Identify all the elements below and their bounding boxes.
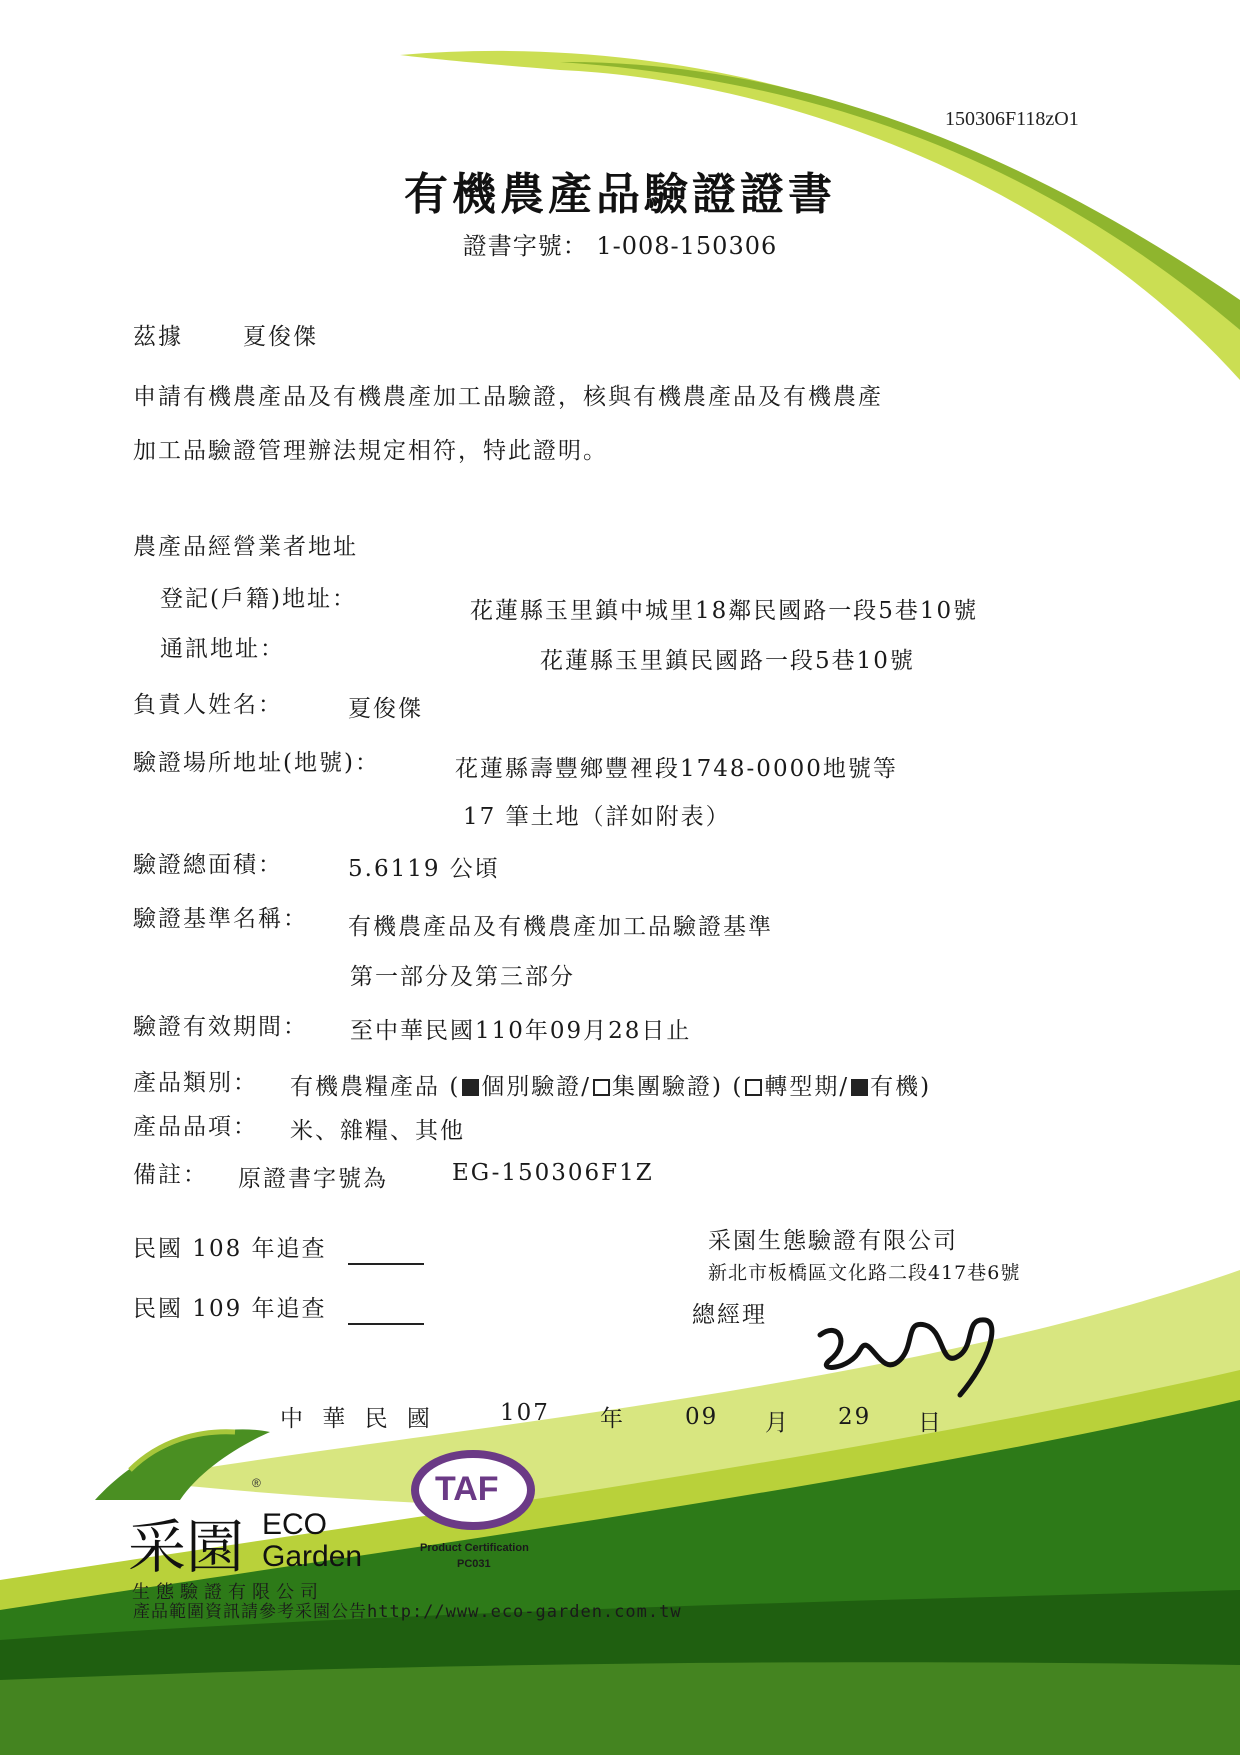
validity-value: 至中華民國110年09月28日止 bbox=[350, 1018, 692, 1044]
followup-108: 民國 108 年追查 bbox=[133, 1236, 327, 1262]
applicant-name: 夏俊傑 bbox=[243, 324, 318, 350]
person-label: 負責人姓名： bbox=[133, 692, 283, 718]
transition-label: 轉型期/ bbox=[764, 1074, 850, 1100]
standard-value-1: 有機農產品及有機農產加工品驗證基準 bbox=[348, 914, 773, 940]
site-value-2: 17 筆土地（詳如附表） bbox=[463, 804, 731, 830]
group-label: 集團驗證) bbox=[612, 1074, 724, 1100]
note-label: 備註： bbox=[133, 1162, 208, 1188]
category-value: 有機農糧產品 bbox=[290, 1074, 440, 1100]
area-value: 5.6119 公頃 bbox=[348, 856, 500, 882]
transition-checkbox bbox=[745, 1079, 762, 1096]
gm-label: 總經理 bbox=[692, 1302, 767, 1328]
individual-label: 個別驗證/ bbox=[481, 1074, 592, 1100]
followup-109-blank bbox=[348, 1323, 424, 1325]
date-prefix: 中 華 民 國 bbox=[280, 1406, 436, 1432]
followup-109: 民國 109 年追查 bbox=[133, 1296, 327, 1322]
taf-line-2: PC031 bbox=[457, 1558, 491, 1570]
individual-checkbox bbox=[462, 1079, 479, 1096]
serial-number: 150306F118zO1 bbox=[945, 108, 1079, 130]
group-checkbox bbox=[593, 1079, 610, 1096]
area-label: 驗證總面積： bbox=[133, 852, 283, 878]
date-month: 09 bbox=[685, 1404, 719, 1430]
operator-address-heading: 農產品經營業者地址 bbox=[133, 534, 358, 560]
person-value: 夏俊傑 bbox=[348, 696, 423, 722]
logo-cn-text: 采園 bbox=[128, 1513, 245, 1581]
category-label: 產品類別： bbox=[133, 1070, 258, 1096]
items-value: 米、雜糧、其他 bbox=[290, 1118, 465, 1144]
category-row bbox=[290, 1068, 931, 1101]
logo-eco-text: ECO bbox=[262, 1508, 328, 1541]
date-year: 107 bbox=[500, 1400, 550, 1426]
reg-address-label: 登記(戶籍)地址： bbox=[160, 586, 357, 612]
reg-address-value: 花蓮縣玉里鎮中城里18鄰民國路一段5巷10號 bbox=[470, 598, 979, 624]
date-day: 29 bbox=[838, 1404, 872, 1430]
organic-label: 有機) bbox=[870, 1074, 932, 1100]
note-code: EG-150306F1Z bbox=[452, 1160, 654, 1186]
open-paren-2: ( bbox=[732, 1074, 744, 1100]
certificate-title: 有機農產品驗證證書 bbox=[404, 169, 836, 220]
logo-registered-mark: ® bbox=[252, 1476, 261, 1490]
date-year-unit: 年 bbox=[600, 1406, 625, 1432]
validity-label: 驗證有效期間： bbox=[133, 1014, 308, 1040]
logo-garden-text: Garden bbox=[262, 1540, 363, 1573]
standard-value-2: 第一部分及第三部分 bbox=[350, 964, 575, 990]
mail-address-label: 通訊地址： bbox=[160, 636, 285, 662]
logo-subtitle: 生態驗證有限公司 bbox=[132, 1582, 324, 1603]
organic-checkbox bbox=[851, 1079, 868, 1096]
site-value-1: 花蓮縣壽豐鄉豐裡段1748-0000地號等 bbox=[455, 756, 898, 782]
intro-label: 茲據 bbox=[133, 324, 183, 350]
footer-url: 產品範圍資訊請參考采園公告http://www.eco-garden.com.tw bbox=[133, 1602, 682, 1622]
date-month-unit: 月 bbox=[765, 1410, 790, 1436]
issuer-address: 新北市板橋區文化路二段417巷6號 bbox=[708, 1262, 1021, 1284]
standard-label: 驗證基準名稱： bbox=[133, 906, 308, 932]
intro-line-2: 加工品驗證管理辦法規定相符，特此證明。 bbox=[133, 438, 608, 464]
intro-line-1: 申請有機農產品及有機農產加工品驗證，核與有機農產品及有機農產 bbox=[133, 384, 883, 410]
note-value: 原證書字號為 bbox=[238, 1166, 388, 1192]
issuer-company: 采園生態驗證有限公司 bbox=[708, 1228, 958, 1254]
taf-mark-text: TAF bbox=[435, 1470, 499, 1508]
date-day-unit: 日 bbox=[918, 1410, 943, 1436]
taf-line-1: Product Certification bbox=[420, 1542, 529, 1554]
certificate-number: 證書字號： 1-008-150306 bbox=[462, 232, 778, 260]
site-label: 驗證場所地址(地號)： bbox=[133, 750, 380, 776]
followup-108-blank bbox=[348, 1263, 424, 1265]
mail-address-value: 花蓮縣玉里鎮民國路一段5巷10號 bbox=[540, 648, 915, 674]
open-paren: ( bbox=[449, 1074, 461, 1100]
items-label: 產品品項： bbox=[133, 1114, 258, 1140]
